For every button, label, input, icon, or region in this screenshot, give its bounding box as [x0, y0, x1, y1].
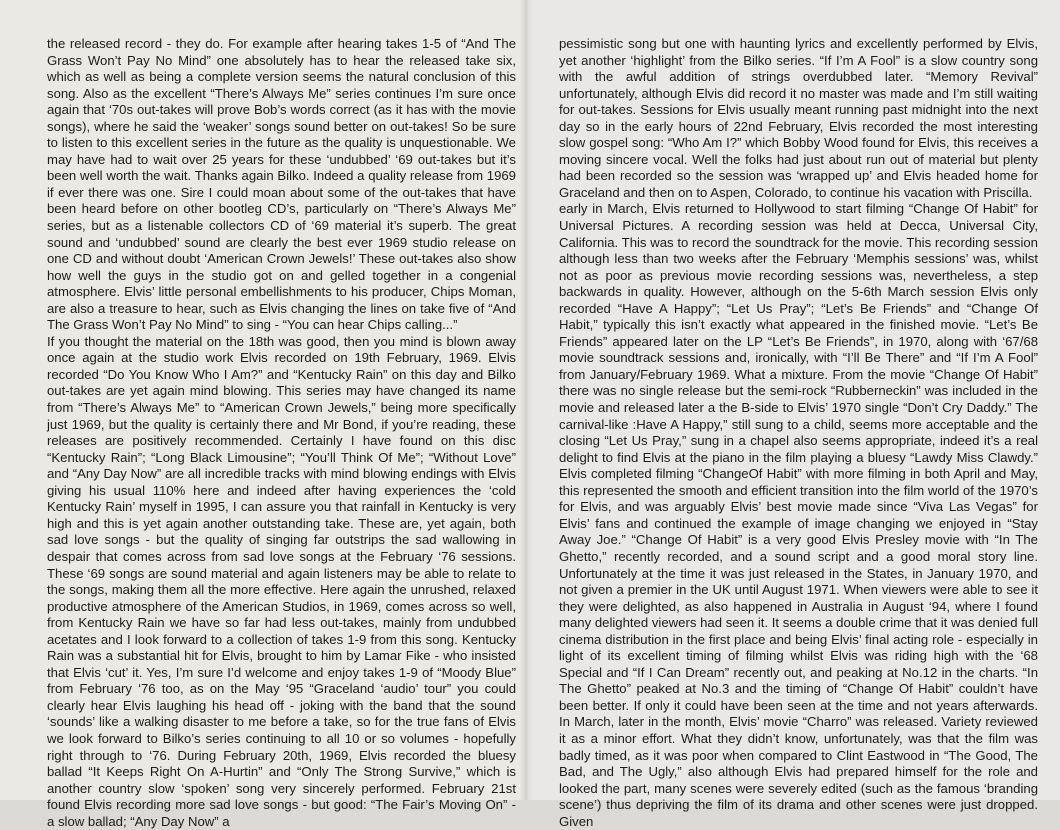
- left-paragraph-1: the released record - they do. For example after hearing takes 1-5 of “And The Grass Won’t Pay No Mind” one absolutely has to hear the released take six, which as well as being a complete version seems the natural conclusion of this song. Also as the excellent “There’s Always Me” series continues I’m sure once again that ‘70s out-takes will prove Bob’s words correct (as it has with the movie songs), where he said the ‘weaker’ songs sound better on out-takes! So be sure to listen to this excellent series in the future as the quality is unquestionable. We may have had to wait over 25 years for these ‘undubbed’ ‘69 out-takes but it’s been well worth the wait. Thanks again Bilko. Indeed a quality release from 1969 if ever there was one. Sire I could moan about some of the out-takes that have been heard before on other bootleg CD’s, particularly on “There’s Always Me” series, but as a listenable collectors CD of ‘69 material it’s superb. The great sound and ‘undubbed’ sound are clearly the best ever 1969 studio release on one CD and without doubt ‘American Crown Jewels!’ These out-takes also show how well the guys in the studio got on and gelled together in a congenial atmosphere. Elvis’ little personal embellishments to his producer, Chips Moman, are also a treasure to hear, such as Elvis changing the lines on take five of “And The Grass Won’t Pay No Mind” to sing - “You can hear Chips calling...”: [47, 36, 516, 333]
- right-paragraph-2: early in March, Elvis returned to Hollywood to start filming “Change Of Habit” for Universal Pictures. A recording session was held at Decca, Universal City, California. This was to record the soundtrack for the movie. This recording session although less than two weeks after the February ‘Memphis sessions’ was, whilst not as poor as previous movie recording sessions was, nevertheless, a step backwards in quality. However, although on the 5-6th March session Elvis only recorded “Have A Happy”; “Let Us Pray”; “Let’s Be Friends” and “Change Of Habit,” typically this isn’t exactly what appeared in the finished movie. “Let’s Be Friends” appeared later on the LP “Let’s Be Friends”, in 1970, along with ‘67/68 movie soundtrack sessions and, ironically, with “I’ll Be There” and “If I’m A Fool” from January/February 1969. What a mixture. From the movie “Change Of Habit” there was no single release but the semi-rock “Rubberneckin” was included in the movie and released later a the B-side to Elvis’ 1970 single “Don’t Cry Daddy.” The carnival-like :Have A Happy,” still sung to a child, seems more acceptable and the closing “Let Us Pray,” sung in a chapel also seems appropriate, indeed it’s a real delight to find Elvis at the piano in the film playing a bluesy “Lawdy Miss Clawdy.” Elvis completed filming “ChangeOf Habit” with more filming in both April and May, this represented the smooth and efficient transition into the film world of the 1970’s for Elvis, and was arguably Elvis’ best movie made since “Viva Las Vegas” for Elvis’ fans and continued the example of image changing we enjoyed in “Stay Away Joe.” “Change Of Habit” is a very good Elvis Presley movie with “In The Ghetto,” recently recorded, and a sound script and a good moral story line. Unfortunately at the time it was just released in the States, in January 1970, and not given a premier in the UK until August 1971. When viewers were able to see it they were delighted, as also happened in Australia in August ‘94, where I found many delighted viewers had seen it. It seems a double crime that it was denied full cinema distribution in the first place and being Elvis’ final acting role - especially in light of its excellent timing of filming whilst Elvis was riding high with the ‘68 Special and “If I Can Dream” recently out, and peaking at No.12 in the charts. “In The Ghetto” peaked at No.3 and the timing of “Change Of Habit” couldn’t have been better. If only it could have been seen at the time and not years afterwards. In March, later in the month, Elvis’ movie “Charro” was released. Variety reviewed it as a minor effort. What they didn’t know, unfortunately, was that the film was badly timed, as it was poor when compared to Clint Eastwood in “The Good, The Bad, and The Ugly,” also although Elvis had prepared himself for the role and looked the part, many scenes were severely edited (such as the famous ‘branding scene’) thus depriving the film of its drama and other scenes were just dropped. Given: [559, 201, 1038, 829]
- right-page: [526, 0, 1060, 829]
- left-page-text: [47, 36, 516, 830]
- left-page: [0, 0, 526, 829]
- right-page-text: [559, 36, 1038, 830]
- right-paragraph-1: pessimistic song but one with haunting lyrics and excellently performed by Elvis, yet another ‘highlight’ from the Bilko series. “If I’m A Fool” is a slow country song with the awful addition of strings overdubbed later. “Memory Revival” unfortunately, although Elvis did record it no master was made and I’m still waiting for out-takes. Sessions for Elvis usually meant running past midnight into the next day so in the early hours of 22nd February, Elvis recorded the most interesting slow gospel song: “Who Am I?” which Bobby Wood found for Elvis, this receives a moving sincere vocal. Well the folks had just about run out of material but plenty had been recorded so the session was ‘wrapped up’ and Elvis headed home for Graceland and then on to Aspen, Colorado, to continue his vacation with Priscilla.: [559, 36, 1038, 200]
- left-paragraph-2: If you thought the material on the 18th was good, then you mind is blown away once again at the studio work Elvis recorded on 19th February, 1969. Elvis recorded “Do You Know Who I Am?” and “Kentucky Rain” on this day and Bilko out-takes are yet again mind blowing. This series may have changed its name from “There’s Always Me” to “American Crown Jewels,” being more specifically just 1969, but the quality is certainly there and Mr Bond, if you’re reading, these releases are positively recommended. Certainly I have found on this disc “Kentucky Rain”; “Long Black Limousine”; “You’ll Think Of Me”; “Without Love” and “Any Day Now” are all incredible tracks with mind blowing endings with Elvis giving his usual 110% here and indeed after having experiences the ‘cold Kentucky Rain’ myself in 1995, I can assure you that rainfall in Kentucky is very high and this is yet again another outstanding take. These are, yet again, both sad love songs - but the quality of singing far outstrips the sad wallowing in despair that comes across from sad love songs at the February ‘76 sessions. These ‘69 songs are sound material and again listeners may be able to relate to the songs, making them all the more effective. Here again the unrushed, relaxed productive atmosphere of the American Studios, in 1969, comes across so well, from Kentucky Rain we have so far had less out-takes, mainly from undubbed acetates and I look forward to a collection of takes 1-9 from this song. Kentucky Rain was a substantial hit for Elvis, brought to him by Lamar Fike - who insisted that Elvis ‘cut’ it. Yes, I’m sure I’d welcome and enjoy takes 1-9 of “Moody Blue” from February ‘76 too, as on the May ‘95 “Graceland ‘audio’ tour” you could clearly hear Elvis laughing his head off - joking with the band that the sound ‘sounds’ like a walking disaster to me before a take, so for the true fans of Elvis we look forward to Bilko’s series continuing to all 10 or so volumes - hopefully right through to ‘76. During February 20th, 1969, Elvis recorded the bluesy ballad “It Keeps Right On A-Hurtin” and “Only The Strong Survive,” which is another country slow ‘spoken’ song very sincerely performed. February 21st found Elvis recording more sad love songs - but good: “The Fair’s Moving On” - a slow ballad; “Any Day Now” a: [47, 333, 516, 829]
